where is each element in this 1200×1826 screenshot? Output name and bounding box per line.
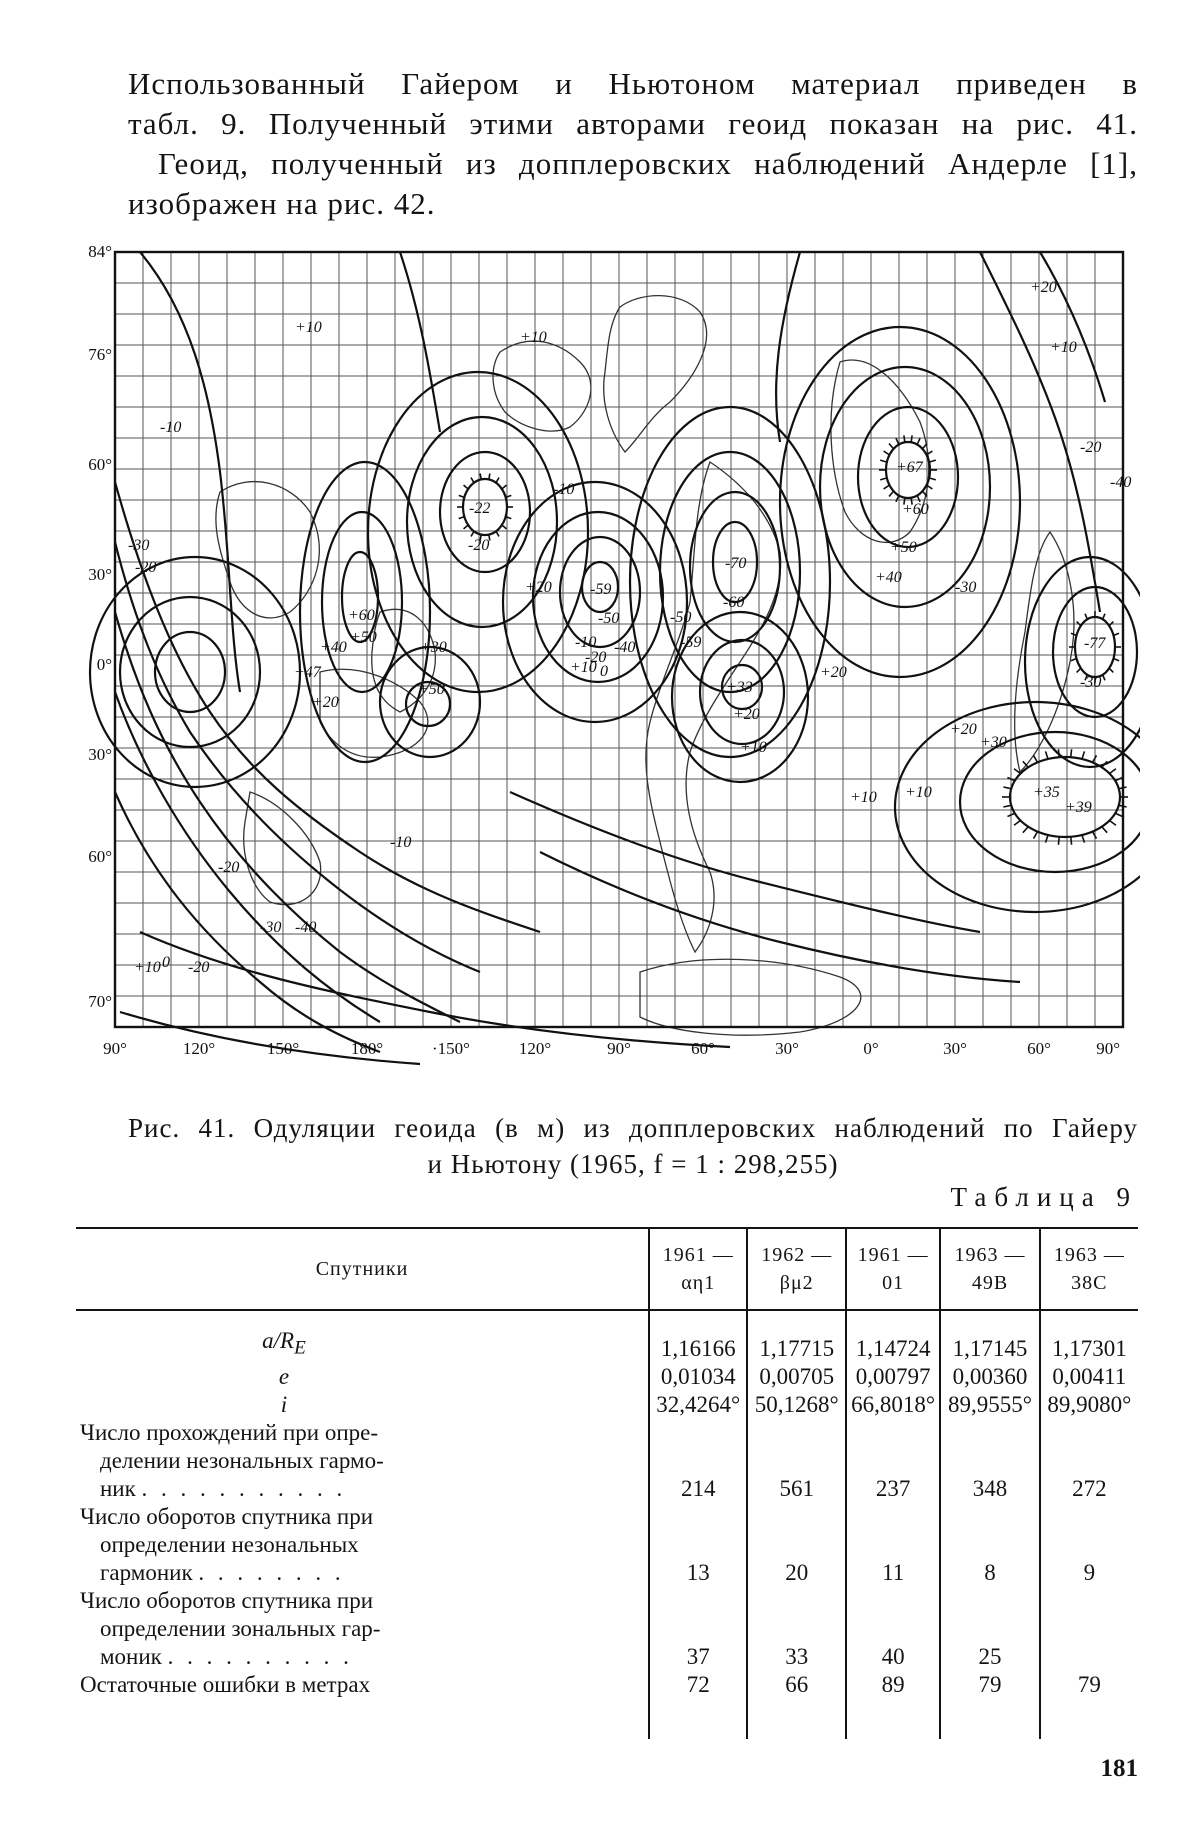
table-cell: 20 [747,1503,845,1587]
intro-line-3: Геоид, полученный из допплеровских наблюдений Андерле [1], [158,146,1138,181]
table-cell: 79 [1040,1671,1138,1739]
table-cell: 89 [846,1671,940,1739]
table-cell: 25 [940,1587,1039,1671]
row-label: e [278,1363,290,1389]
latitude-label: 60° [88,847,112,866]
column-header: Спутники [76,1228,649,1310]
hatch-mark [1085,614,1087,620]
table-cell: 272 [1040,1419,1138,1503]
hatch-mark [496,531,499,536]
hatch-mark [496,478,499,483]
longitude-label: 90° [607,1039,631,1058]
table-cell: 1,17715 [747,1310,845,1363]
hatch-mark [911,435,912,442]
contour-label: -20 [1080,439,1102,456]
hatch-mark [1109,769,1115,774]
contour-label: +10 [570,659,597,676]
longitude-label: 180° [350,1039,384,1058]
table-row [76,1419,1138,1503]
column-header: 1961 — 01 [846,1228,940,1310]
contour-label: +40 [320,639,347,656]
hatch-mark [1071,749,1072,757]
longitude-label: 60° [1027,1039,1051,1058]
hatch-mark [1034,832,1038,839]
longitude-label: 120° [182,1039,216,1058]
table-row [76,1503,1138,1587]
contour-label: -30 [955,579,977,596]
contour-label: +20 [312,694,339,711]
column-header: 1962 — βμ2 [747,1228,845,1310]
table-header-row [76,1228,1138,1310]
latitude-label: 84° [88,242,112,261]
hatch-mark [1113,658,1119,660]
contour-label: 0 [162,954,170,971]
longitude-label: 90° [103,1039,127,1058]
hatch-mark [1046,751,1048,759]
contour-label: +60 [902,501,929,518]
hatch-mark [917,438,920,444]
latitude-label: 30° [88,745,112,764]
hatch-mark [471,478,474,483]
table-cell: 8 [940,1503,1039,1587]
contour-label: +20 [950,721,977,738]
hatch-mark [896,438,899,444]
contour-label: +50 [890,539,917,556]
table-cell: 33 [747,1587,845,1671]
contour-label: +10 [295,319,322,336]
contour-label: +60 [348,607,375,624]
geoid-map [80,232,1140,1092]
table-cell [1040,1587,1138,1671]
contour-label: +47 [294,664,321,681]
latitude-label: 30° [88,565,112,584]
hatch-mark [1071,658,1077,660]
longitude-label: 150° [266,1039,300,1058]
table-cell: 214 [649,1419,747,1503]
hatch-mark [880,460,887,462]
hatch-mark [1077,668,1081,672]
hatch-mark [1034,755,1038,762]
hatch-mark [1113,633,1119,635]
contour-label: +20 [525,579,552,596]
table-row [76,1363,1138,1391]
intro-text [128,64,1138,224]
table-row [76,1587,1138,1671]
table-cell: 0,00797 [846,1363,940,1391]
row-label: i [280,1391,288,1417]
row-label: Число оборотов спутника при определении незональных гармоник . . . . . . . . [80,1503,374,1585]
contour-label: -10 [160,419,182,436]
contour-label: -40 [1110,474,1132,491]
hatch-mark [464,525,469,529]
hatch-mark [502,525,507,529]
table-row [76,1310,1138,1363]
contour-label: 0 [600,663,608,680]
table-cell: 0,00411 [1040,1363,1138,1391]
table-cell: 89,9555° [940,1391,1039,1419]
table-cell: 37 [649,1587,747,1671]
contour-label: +10 [740,739,767,756]
hatch-mark [1023,827,1028,833]
hatch-mark [459,495,465,497]
hatch-mark [929,478,936,480]
hatch-mark [502,485,507,489]
contour-label: +33 [726,679,753,696]
contour-label: +10 [520,329,547,346]
contour-label: +20 [1030,279,1057,296]
contour-label: -30 [1080,674,1102,691]
hatch-mark [1046,835,1048,843]
hatch-mark [1003,787,1011,789]
table-cell: 11 [846,1503,940,1587]
longitude-label: 120° [518,1039,552,1058]
contour-label: +20 [820,664,847,681]
table-cell: 1,16166 [649,1310,747,1363]
contour-label: -50 [598,610,620,627]
hatch-mark [464,485,469,489]
caption-line-2: и Ньютону (1965, f = 1 : 298,255) [427,1149,839,1179]
contour-label: -10 [390,834,412,851]
table-cell: 50,1268° [747,1391,845,1419]
table-cell: 1,14724 [846,1310,940,1363]
contour-label: -10 [575,634,597,651]
contour-label: -40 [614,639,636,656]
table-row [76,1671,1138,1739]
contour-label: +39 [1065,799,1092,816]
hatch-mark [1071,633,1077,635]
table-cell: 561 [747,1419,845,1503]
hatch-mark [896,495,899,501]
table-cell: 79 [940,1671,1039,1739]
contour-label: +50 [350,629,377,646]
row-label: Остаточные ошибки в метрах [80,1671,371,1697]
hatch-mark [1082,751,1084,759]
hatch-mark [929,460,936,462]
contour-label: -60 [723,594,745,611]
table-cell: 13 [649,1503,747,1587]
contour-label: -59 [590,581,612,598]
column-header: 1961 — αη1 [649,1228,747,1310]
table-row [76,1391,1138,1419]
table-cell: 348 [940,1419,1039,1503]
contour-label: +40 [875,569,902,586]
table-cell: 9 [1040,1503,1138,1587]
contour-label: +50 [418,681,445,698]
hatch-mark [1102,827,1107,833]
contour-label: -20 [188,959,210,976]
contour-label: -30 [128,537,150,554]
longitude-label: 30° [943,1039,967,1058]
hatch-mark [1103,614,1105,620]
hatch-mark [1071,837,1072,845]
hatch-mark [1058,837,1059,845]
row-label: Число прохождений при опре- делении незональных гармо- ник . . . . . . . . . . . [80,1419,384,1501]
hatch-mark [889,491,894,496]
contour-label: -22 [469,500,491,517]
contour-label: +67 [896,459,923,476]
column-header: 1963 — 38С [1040,1228,1138,1310]
table-cell: 0,01034 [649,1363,747,1391]
hatch-mark [480,474,481,480]
hatch-mark [1003,805,1011,807]
table-cell: 237 [846,1419,940,1503]
table-cell: 1,17145 [940,1310,1039,1363]
latitude-label: 60° [88,455,112,474]
row-label: $a/R_E$ [262,1328,306,1359]
latitude-labels [88,242,112,1011]
hatch-mark [904,435,905,442]
contour-label: +10 [850,789,877,806]
longitude-label: 0° [863,1039,879,1058]
table-cell: 72 [649,1671,747,1739]
table-cell: 0,00360 [940,1363,1039,1391]
hatch-mark [884,451,890,455]
caption-line-1: Рис. 41. Одуляции геоида (в м) из допплеровских наблюдений по Гайеру [128,1113,1138,1143]
contour-label: -20 [135,559,157,576]
longitude-label: ·150° [432,1039,470,1058]
table-title: Таблица 9 [950,1182,1138,1212]
page-number: 181 [1100,1755,1138,1782]
hatch-mark [1109,821,1115,826]
intro-line-4: изображен на рис. 42. [128,186,436,221]
contour-label: -20 [468,537,490,554]
table-cell: 32,4264° [649,1391,747,1419]
contour-label: -70 [725,555,747,572]
hatch-mark [471,531,474,536]
contour-label: +30 [980,734,1007,751]
hatch-mark [489,474,490,480]
table-cell: 89,9080° [1040,1391,1138,1419]
contour-label: +30 [420,639,447,656]
contour-label: +10 [134,959,161,976]
intro-line-2: табл. 9. Полученный этими авторами геоид показан на рис. 41. [128,106,1138,141]
latitude-label: 70° [88,992,112,1011]
column-header: 1963 — 49В [940,1228,1039,1310]
longitude-label: 90° [1096,1039,1120,1058]
contour-label: +10 [1050,339,1077,356]
table-cell: 0,00705 [747,1363,845,1391]
longitude-label: 60° [691,1039,715,1058]
latitude-label: 0° [96,655,112,674]
satellite-table [76,1227,1138,1739]
contour-label: -30 [260,919,282,936]
hatch-mark [1014,821,1020,826]
contour-label: -20 [218,859,240,876]
table-cell: 66 [747,1671,845,1739]
hatch-mark [889,444,894,449]
table-cell: 66,8018° [846,1391,940,1419]
hatch-mark [1109,668,1113,672]
table-cell: 40 [846,1587,940,1671]
intro-line-1: Использованный Гайером и Ньютоном материал приведен в [128,66,1138,101]
contour-label: +20 [733,706,760,723]
hatch-mark [1058,749,1059,757]
table-cell: 1,17301 [1040,1310,1138,1363]
contour-label: +10 [905,784,932,801]
contour-label: -50 [670,609,692,626]
contour-label: -40 [295,919,317,936]
contour-label: -59 [680,634,702,651]
contour-label: -20 [585,649,607,666]
hatch-mark [1115,813,1122,816]
hatch-mark [1103,675,1105,681]
longitude-labels [103,1039,1120,1058]
contour-label: +35 [1033,784,1060,801]
hatch-mark [880,478,887,480]
hatch-mark [1082,835,1084,843]
contour-label: -10 [553,481,575,498]
longitude-label: 30° [775,1039,799,1058]
figure-caption [128,1110,1138,1182]
hatch-mark [459,517,465,519]
latitude-label: 76° [88,345,112,364]
contour-label: -77 [1084,635,1106,652]
row-label: Число оборотов спутника при определении зональных гар- моник . . . . . . . . . . [80,1587,381,1669]
hatch-mark [884,485,890,489]
